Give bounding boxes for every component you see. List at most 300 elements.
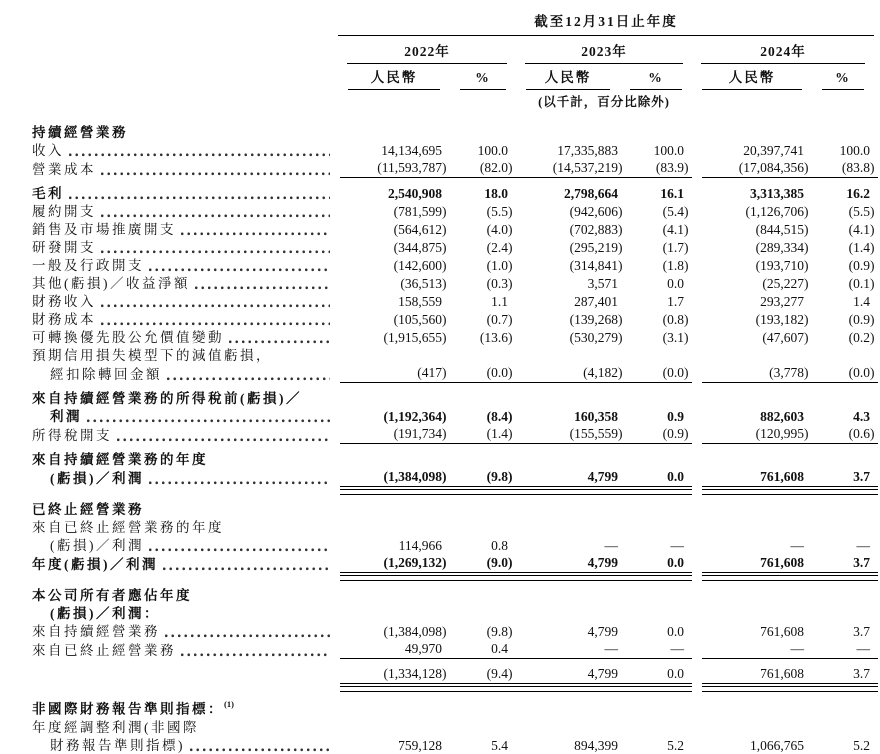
value: 761,608 xyxy=(760,624,804,639)
value: 4,799 xyxy=(587,624,618,639)
value: (25,227) xyxy=(762,276,809,291)
row-label xyxy=(8,518,338,536)
value-cell xyxy=(516,736,620,754)
value-cell xyxy=(812,518,874,536)
table-row xyxy=(8,383,874,407)
value-cell xyxy=(450,238,516,256)
value-cell xyxy=(338,238,450,256)
value-cell xyxy=(620,425,692,444)
value: (0.6) xyxy=(812,425,878,444)
value: 2,540,908 xyxy=(388,186,442,201)
value: 1.1 xyxy=(491,294,508,309)
value-cell xyxy=(516,274,620,292)
income-statement-table xyxy=(8,6,874,754)
value-cell xyxy=(812,468,874,487)
value-cell xyxy=(516,310,623,328)
table-row xyxy=(8,518,874,536)
value: 49,970 xyxy=(340,640,450,659)
value-cell xyxy=(692,178,812,202)
value: (564,612) xyxy=(393,222,447,237)
value: — xyxy=(856,538,870,553)
value-cell xyxy=(692,468,812,487)
value-cell xyxy=(450,346,516,364)
value-cell xyxy=(450,622,516,640)
row-label xyxy=(8,328,338,346)
value-cell xyxy=(338,536,450,554)
value-cell xyxy=(692,220,812,238)
row-label-text: 已終止經營業務 xyxy=(32,502,144,517)
value: — xyxy=(670,538,684,553)
value-cell xyxy=(516,383,620,407)
value-cell xyxy=(692,622,812,640)
value-cell xyxy=(620,110,692,141)
value-cell xyxy=(692,444,812,468)
col-header-rmb: 人民幣 xyxy=(692,64,812,90)
value: (4.1) xyxy=(662,222,689,237)
unit-note-row xyxy=(8,90,874,110)
value-cell xyxy=(338,659,450,684)
value-cell xyxy=(692,736,812,754)
value: (314,841) xyxy=(569,258,623,273)
row-label-text: 營業成本 xyxy=(32,162,96,177)
value-cell xyxy=(812,554,874,573)
year-header-2023: 2023年 xyxy=(516,36,692,65)
value: (1.0) xyxy=(486,258,513,273)
value: 882,603 xyxy=(760,409,804,424)
value-cell xyxy=(812,202,874,220)
value: (193,710) xyxy=(755,258,809,273)
value-cell xyxy=(692,310,812,328)
row-label xyxy=(8,659,338,684)
value: (11,593,787) xyxy=(340,159,450,178)
value: 1.4 xyxy=(853,294,870,309)
value: 3,313,385 xyxy=(750,186,804,201)
value-cell xyxy=(450,383,516,407)
header-spacer xyxy=(8,6,338,36)
row-label xyxy=(8,622,338,640)
value-cell xyxy=(516,518,620,536)
value-cell xyxy=(450,659,516,684)
value-cell xyxy=(338,141,450,159)
value-cell xyxy=(692,238,812,256)
value: (1.8) xyxy=(662,258,689,273)
year-header-2024: 2024年 xyxy=(692,36,874,65)
value: (702,883) xyxy=(569,222,623,237)
value-cell xyxy=(620,659,692,684)
value-cell xyxy=(450,328,516,346)
value-cell xyxy=(692,407,812,425)
value-cell xyxy=(450,444,516,468)
table-row xyxy=(8,346,874,364)
value-cell xyxy=(812,718,874,736)
header-spacer xyxy=(8,36,338,65)
value: 293,277 xyxy=(760,294,804,309)
value: — xyxy=(702,640,812,659)
value: (781,599) xyxy=(393,204,447,219)
value: 5.4 xyxy=(491,737,508,753)
value-cell xyxy=(450,604,516,622)
value: — xyxy=(812,640,878,659)
table-row xyxy=(8,238,874,256)
row-label-text: 來自已終止經營業務 xyxy=(32,643,176,658)
value: (4.0) xyxy=(486,222,513,237)
value: (5.4) xyxy=(662,204,689,219)
row-label xyxy=(8,220,338,238)
value-cell xyxy=(620,444,692,468)
value: (1,915,655) xyxy=(383,330,447,345)
row-label xyxy=(8,256,338,274)
row-label xyxy=(8,238,338,256)
value-cell xyxy=(450,178,516,202)
value: (1,384,098) xyxy=(340,468,450,487)
dot-leader xyxy=(101,249,330,254)
dot-leader xyxy=(101,171,330,176)
value-cell xyxy=(692,159,812,178)
row-label-text: 來自持續經營業務 xyxy=(32,624,160,639)
value-cell xyxy=(338,310,450,328)
value-cell xyxy=(812,640,874,659)
value-cell xyxy=(450,640,516,659)
col-header-pct: % xyxy=(812,64,874,90)
row-label xyxy=(8,736,338,754)
period-title: 截至12月31日止年度 xyxy=(338,6,874,36)
value: 17,335,883 xyxy=(557,143,618,158)
value: 761,608 xyxy=(702,554,812,573)
value: (9.8) xyxy=(486,624,513,639)
header-spacer xyxy=(8,90,338,110)
year-header-row xyxy=(8,36,874,65)
row-label xyxy=(8,202,338,220)
value-cell xyxy=(620,274,692,292)
value-cell xyxy=(620,364,692,383)
value-cell xyxy=(516,622,620,640)
row-label-text: 非國際財務報告準則指標：$^{(1)}$ xyxy=(32,699,234,717)
footnote-marker: (1) xyxy=(224,699,234,709)
value-cell xyxy=(812,328,874,346)
value-cell xyxy=(516,407,620,425)
value-cell xyxy=(692,328,812,346)
value-cell xyxy=(450,310,516,328)
col-header-rmb: 人民幣 xyxy=(338,64,450,90)
value-cell xyxy=(450,518,516,536)
value-cell xyxy=(516,256,623,274)
value: — xyxy=(604,538,618,553)
value-cell xyxy=(516,141,620,159)
value-cell xyxy=(812,274,874,292)
value: (13.6) xyxy=(479,330,513,345)
value-cell xyxy=(812,425,874,444)
row-label-text: (虧損)／利潤： xyxy=(50,606,160,621)
value-cell xyxy=(812,659,874,684)
row-label-text: 年度經調整利潤(非國際 xyxy=(32,719,199,735)
row-label-text: 預期信用損失模型下的減值虧損， xyxy=(32,348,272,363)
value-cell xyxy=(620,346,692,364)
value: (120,995) xyxy=(702,425,812,444)
value: (0.1) xyxy=(848,276,875,291)
value-cell xyxy=(620,256,692,274)
value: 14,134,695 xyxy=(381,143,442,158)
value-cell xyxy=(450,554,516,573)
row-label xyxy=(8,444,338,468)
row-label xyxy=(8,468,338,487)
table-row xyxy=(8,718,874,736)
value-cell xyxy=(338,444,450,468)
value-cell xyxy=(338,407,450,425)
table-row xyxy=(8,407,874,425)
value: (3,778) xyxy=(702,364,812,383)
dot-leader xyxy=(190,747,330,752)
value-cell xyxy=(620,141,692,159)
value: (289,334) xyxy=(755,240,809,255)
value: (5.5) xyxy=(848,204,875,219)
value: (0.9) xyxy=(848,258,875,273)
value-cell xyxy=(620,310,692,328)
value: 20,397,741 xyxy=(743,143,804,158)
row-label xyxy=(8,159,338,178)
column-header-row xyxy=(8,64,874,90)
value: (0.8) xyxy=(662,312,689,327)
value: 0.0 xyxy=(667,624,684,639)
value: (82.0) xyxy=(450,159,516,178)
value-cell xyxy=(450,110,516,141)
value: (0.3) xyxy=(486,276,513,291)
row-label xyxy=(8,604,338,622)
value: (0.9) xyxy=(848,312,875,327)
value-cell xyxy=(516,468,620,487)
value-cell xyxy=(692,364,812,383)
value-cell xyxy=(338,736,450,754)
col-header-pct: % xyxy=(620,64,692,90)
table-row xyxy=(8,425,874,444)
dot-leader xyxy=(167,376,330,381)
value-cell xyxy=(812,444,874,468)
value-cell xyxy=(692,554,812,573)
value-cell xyxy=(338,328,450,346)
value: 2,798,664 xyxy=(564,186,618,201)
table-row xyxy=(8,202,874,220)
table-row xyxy=(8,292,874,310)
value: (9.0) xyxy=(450,554,516,573)
value-cell xyxy=(338,604,450,622)
table-row xyxy=(8,604,874,622)
row-label xyxy=(8,346,338,364)
value-cell xyxy=(450,141,516,159)
value: 16.2 xyxy=(846,186,870,201)
value-cell xyxy=(620,407,692,425)
value: (14,537,219) xyxy=(516,159,626,178)
value: 158,559 xyxy=(398,294,442,309)
value: (83.8) xyxy=(812,159,878,178)
value-cell xyxy=(812,736,874,754)
dot-leader xyxy=(69,152,330,157)
value-cell xyxy=(692,383,812,407)
value: 0.0 xyxy=(626,665,692,684)
table-row xyxy=(8,468,874,487)
table-row xyxy=(8,364,874,383)
period-title-row xyxy=(8,6,874,36)
value: (1.4) xyxy=(848,240,875,255)
value: 3.7 xyxy=(853,624,870,639)
row-label-text: 研發開支 xyxy=(32,240,96,255)
table-row xyxy=(8,310,874,328)
value-cell xyxy=(620,202,692,220)
value: 100.0 xyxy=(653,143,684,158)
value-cell xyxy=(692,718,812,736)
value: 1.7 xyxy=(667,294,684,309)
value: (83.9) xyxy=(626,159,692,178)
table-row xyxy=(8,274,874,292)
value: (1.7) xyxy=(662,240,689,255)
value-cell xyxy=(450,256,516,274)
value: (1,269,132) xyxy=(340,554,450,573)
value-cell xyxy=(692,640,812,659)
value: (2.4) xyxy=(486,240,513,255)
value-cell xyxy=(692,141,812,159)
table-header xyxy=(8,6,874,110)
table-row xyxy=(8,659,874,684)
row-label-text: 利潤 xyxy=(50,409,82,424)
value-cell xyxy=(620,518,692,536)
value-cell xyxy=(812,220,874,238)
value-cell xyxy=(620,220,692,238)
row-label-text: 可轉換優先股公允價值變動 xyxy=(32,330,224,345)
table-row xyxy=(8,220,874,238)
value: (36,513) xyxy=(400,276,447,291)
row-label-text: 本公司所有者應佔年度 xyxy=(32,588,192,603)
row-label xyxy=(8,383,338,407)
row-label-text: 來自持續經營業務的年度 xyxy=(32,452,208,467)
value: 3.7 xyxy=(812,665,878,684)
value: 5.2 xyxy=(667,737,684,753)
value-cell xyxy=(812,383,874,407)
table-row xyxy=(8,536,874,554)
value-cell xyxy=(338,178,450,202)
value: (1.4) xyxy=(450,425,516,444)
value-cell xyxy=(812,178,874,202)
value-cell xyxy=(812,536,874,554)
value: (139,268) xyxy=(569,312,623,327)
dot-leader xyxy=(149,547,330,552)
value: 4,799 xyxy=(516,665,626,684)
value: 894,399 xyxy=(574,737,618,753)
value: 4.3 xyxy=(853,409,870,424)
value: (9.4) xyxy=(450,665,516,684)
row-label-text: 持續經營業務 xyxy=(32,125,128,140)
row-label-text: 其他(虧損)／收益淨額 xyxy=(32,276,190,291)
value-cell xyxy=(692,110,812,141)
value-cell xyxy=(450,292,516,310)
value: (5.5) xyxy=(486,204,513,219)
value-cell xyxy=(516,159,623,178)
row-label-text: (虧損)／利潤 xyxy=(50,538,144,553)
header-spacer xyxy=(692,90,874,110)
value-cell xyxy=(516,110,620,141)
row-label-text: 來自已終止經營業務的年度 xyxy=(32,520,224,535)
dot-leader xyxy=(229,339,330,344)
table-row xyxy=(8,159,874,178)
row-label-text: 財務報告準則指標) xyxy=(50,737,185,753)
value-cell xyxy=(450,220,516,238)
value: (4,182) xyxy=(516,364,626,383)
row-label xyxy=(8,573,338,604)
value-cell xyxy=(516,178,620,202)
value-cell xyxy=(812,346,874,364)
value: 100.0 xyxy=(839,143,870,158)
value: (0.9) xyxy=(626,425,692,444)
value-cell xyxy=(812,110,874,141)
table-row xyxy=(8,110,874,141)
value: (1,192,364) xyxy=(383,409,447,424)
row-label xyxy=(8,274,338,292)
value-cell xyxy=(450,159,516,178)
dot-leader xyxy=(163,566,330,571)
value-cell xyxy=(692,536,812,554)
value: (155,559) xyxy=(516,425,626,444)
dot-leader xyxy=(195,285,330,290)
row-label xyxy=(8,292,338,310)
value: 18.0 xyxy=(484,186,508,201)
value: 761,608 xyxy=(702,665,812,684)
value: 3,571 xyxy=(587,276,618,291)
value: (0.7) xyxy=(486,312,513,327)
value-cell xyxy=(516,554,620,573)
value: 4,799 xyxy=(516,468,626,487)
value: (8.4) xyxy=(486,409,513,424)
value-cell xyxy=(338,274,450,292)
value-cell xyxy=(516,346,620,364)
row-label xyxy=(8,407,338,425)
value: (0.0) xyxy=(450,364,516,383)
value-cell xyxy=(450,468,516,487)
value: (0.2) xyxy=(848,330,875,345)
row-label-text: 一般及行政開支 xyxy=(32,258,144,273)
header-spacer xyxy=(338,90,516,110)
value: 16.1 xyxy=(660,186,684,201)
value: — xyxy=(626,640,692,659)
value-cell xyxy=(620,383,692,407)
value-cell xyxy=(338,425,450,444)
value-cell xyxy=(338,256,450,274)
row-label-text: (虧損)／利潤 xyxy=(50,471,144,486)
value: (105,560) xyxy=(393,312,447,327)
value-cell xyxy=(338,640,450,659)
dot-leader xyxy=(69,195,330,200)
value-cell xyxy=(338,202,450,220)
row-label-text: 履約開支 xyxy=(32,204,96,219)
value-cell xyxy=(692,202,812,220)
table-row xyxy=(8,622,874,640)
value: (942,606) xyxy=(569,204,623,219)
dot-leader xyxy=(181,652,330,657)
row-label xyxy=(8,178,338,202)
value: 287,401 xyxy=(574,294,618,309)
value: 0.0 xyxy=(667,276,684,291)
value-cell xyxy=(812,604,874,622)
value-cell xyxy=(450,736,516,754)
value-cell xyxy=(516,364,623,383)
value-cell xyxy=(692,659,812,684)
dot-leader xyxy=(101,213,330,218)
value-cell xyxy=(620,328,692,346)
value-cell xyxy=(516,444,620,468)
value-cell xyxy=(692,518,812,536)
value-cell xyxy=(620,736,692,754)
row-label xyxy=(8,364,338,383)
value: — xyxy=(516,640,626,659)
dot-leader xyxy=(149,480,330,485)
value-cell xyxy=(620,238,692,256)
value-cell xyxy=(338,554,450,573)
